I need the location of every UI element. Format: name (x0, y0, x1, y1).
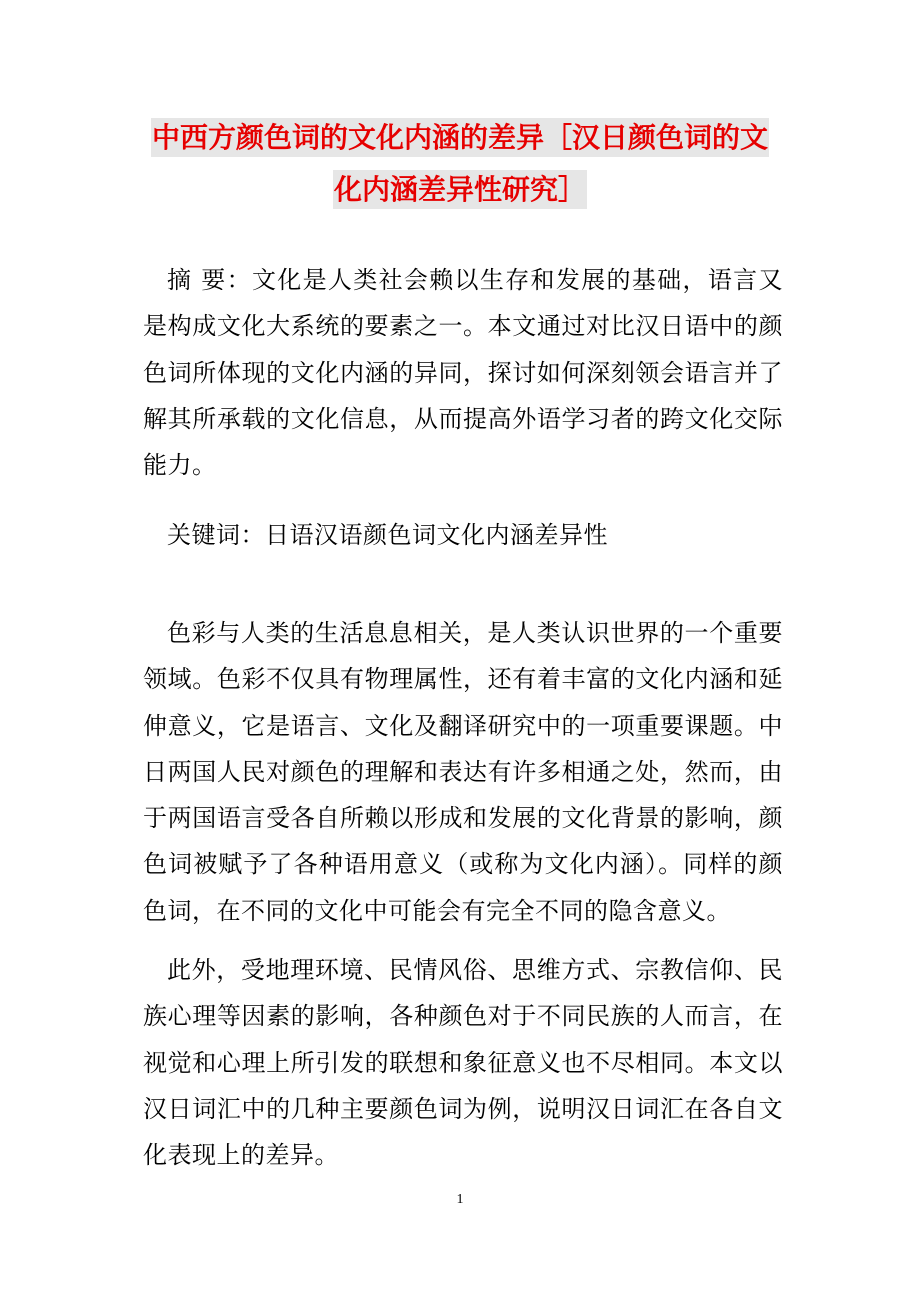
title-text: 中西方颜色词的文化内涵的差异［汉日颜色词的文化内涵差异性研究］ (151, 118, 769, 209)
document-title (150, 112, 770, 216)
body-paragraph-1: 色彩与人类的生活息息相关，是人类认识世界的一个重要领域。色彩不仅具有物理属性，还有着丰富的文化内涵和延伸意义，它是语言、文化及翻译研究中的一项重要课题。中日两国人民对颜色的理解和表达有许多相通之处，然而，由于两国语言受各自所赖以形成和发展的文化背景的影响，颜色词被赋予了各种语用意义（或称为文化内涵）。同样的颜色词，在不同的文化中可能会有完全不同的隐含意义。 (143, 619, 783, 925)
page-number: 1 (456, 1192, 464, 1207)
keywords-line: 关键词：日语汉语颜色词文化内涵差异性 (167, 521, 608, 549)
abstract-paragraph: 摘 要：文化是人类社会赖以生存和发展的基础，语言又是构成文化大系统的要素之一。本文通过对比汉日语中的颜色词所体现的文化内涵的异同，探讨如何深刻领会语言并了解其所承载的文化信息，从而提高外语学习者的跨文化交际能力。 (143, 266, 783, 480)
body-paragraph-2: 此外，受地理环境、民情风俗、思维方式、宗教信仰、民族心理等因素的影响，各种颜色对于不同民族的人而言，在视觉和心理上所引发的联想和象征意义也不尽相同。本文以汉日词汇中的几种主要颜色词为例，说明汉日词汇在各自文化表现上的差异。 (143, 956, 783, 1170)
